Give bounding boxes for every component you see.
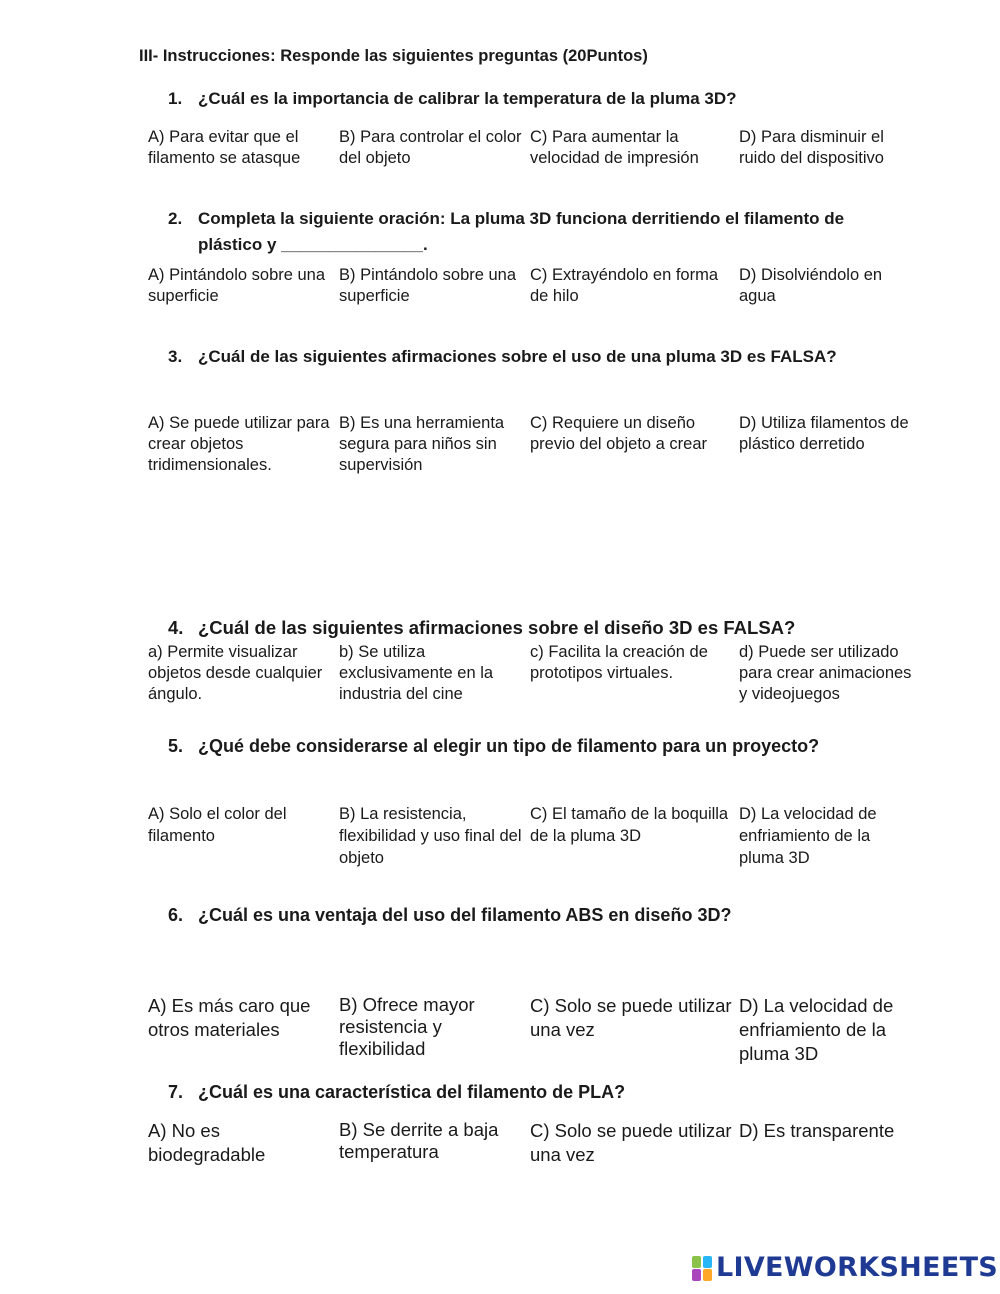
question-number: 1. bbox=[168, 89, 183, 108]
options-1 bbox=[148, 127, 918, 169]
option-a[interactable]: A) No es biodegradable bbox=[148, 1120, 266, 1165]
option-a[interactable]: a) Permite visualizar objetos desde cualquier ángulo. bbox=[148, 643, 323, 703]
options-7 bbox=[148, 1119, 918, 1167]
question-text: ¿Cuál de las siguientes afirmaciones sobre el diseño 3D es FALSA? bbox=[198, 617, 796, 638]
option-a[interactable]: A) Se puede utilizar para crear objetos tridimensionales. bbox=[148, 414, 330, 474]
question-5 bbox=[168, 733, 908, 759]
option-c[interactable]: C) Para aumentar la velocidad de impresión bbox=[530, 128, 699, 167]
option-d[interactable]: D) La velocidad de enfriamiento de la pluma 3D bbox=[739, 995, 894, 1064]
option-b[interactable]: B) Pintándolo sobre una superficie bbox=[339, 266, 517, 305]
question-text: ¿Cuál es una ventaja del uso del filamento ABS en diseño 3D? bbox=[198, 905, 732, 925]
option-b[interactable]: b) Se utiliza exclusivamente en la industria del cine bbox=[339, 643, 494, 703]
option-c[interactable]: C) Solo se puede utilizar una vez bbox=[530, 995, 732, 1040]
options-4 bbox=[148, 642, 918, 705]
question-text: ¿Qué debe considerarse al elegir un tipo de filamento para un proyecto? bbox=[198, 736, 820, 756]
liveworksheets-mark-icon bbox=[692, 1254, 714, 1282]
question-2 bbox=[168, 206, 908, 258]
options-6 bbox=[148, 994, 918, 1066]
option-d[interactable]: D) Para disminuir el ruido del dispositivo bbox=[739, 128, 884, 167]
option-b[interactable]: B) Ofrece mayor resistencia y flexibilidad bbox=[339, 994, 475, 1059]
option-c[interactable]: C) Requiere un diseño previo del objeto a crear bbox=[530, 414, 708, 453]
question-6 bbox=[168, 902, 908, 928]
option-a[interactable]: A) Para evitar que el filamento se atasque bbox=[148, 128, 301, 167]
question-text: Completa la siguiente oración: La pluma 3D funciona derritiendo el filamento de plástico y _______________. bbox=[198, 209, 845, 254]
logo-text: LIVEWORKSHEETS bbox=[716, 1252, 999, 1283]
option-d[interactable]: D) Disolviéndolo en agua bbox=[739, 266, 883, 305]
question-number: 2. bbox=[168, 209, 183, 228]
option-c[interactable]: C) Solo se puede utilizar una vez bbox=[530, 1120, 732, 1165]
options-5 bbox=[148, 803, 918, 869]
page-heading: III- Instrucciones: Responde las siguientes preguntas (20Puntos) bbox=[139, 47, 648, 65]
question-number: 3. bbox=[168, 347, 183, 366]
option-d[interactable]: D) La velocidad de enfriamiento de la pluma 3D bbox=[739, 805, 877, 867]
question-number: 5. bbox=[168, 736, 184, 756]
option-a[interactable]: A) Pintándolo sobre una superficie bbox=[148, 266, 326, 305]
option-a[interactable]: A) Es más caro que otros materiales bbox=[148, 995, 311, 1040]
option-b[interactable]: B) La resistencia, flexibilidad y uso final del objeto bbox=[339, 805, 522, 867]
option-b[interactable]: B) Es una herramienta segura para niños sin supervisión bbox=[339, 414, 505, 474]
option-c[interactable]: c) Facilita la creación de prototipos virtuales. bbox=[530, 643, 708, 682]
question-text: ¿Cuál es una característica del filamento de PLA? bbox=[198, 1082, 626, 1102]
question-1 bbox=[168, 86, 908, 112]
option-d[interactable]: D) Utiliza filamentos de plástico derretido bbox=[739, 414, 909, 453]
question-text: ¿Cuál es la importancia de calibrar la temperatura de la pluma 3D? bbox=[198, 89, 737, 108]
option-b[interactable]: B) Para controlar el color del objeto bbox=[339, 128, 522, 167]
question-7 bbox=[168, 1079, 908, 1105]
question-number: 4. bbox=[168, 617, 184, 638]
option-d[interactable]: d) Puede ser utilizado para crear animaciones y videojuegos bbox=[739, 643, 912, 703]
option-b[interactable]: B) Se derrite a baja temperatura bbox=[339, 1119, 499, 1162]
option-d[interactable]: D) Es transparente bbox=[739, 1120, 895, 1141]
options-2 bbox=[148, 265, 918, 307]
option-a[interactable]: A) Solo el color del filamento bbox=[148, 805, 287, 845]
question-4 bbox=[168, 615, 908, 641]
question-number: 6. bbox=[168, 905, 184, 925]
question-number: 7. bbox=[168, 1082, 184, 1102]
question-3 bbox=[168, 344, 908, 370]
liveworksheets-logo bbox=[692, 1252, 998, 1283]
question-text: ¿Cuál de las siguientes afirmaciones sobre el uso de una pluma 3D es FALSA? bbox=[198, 347, 837, 366]
options-3 bbox=[148, 413, 918, 476]
option-c[interactable]: C) Extrayéndolo en forma de hilo bbox=[530, 266, 719, 305]
option-c[interactable]: C) El tamaño de la boquilla de la pluma 3D bbox=[530, 805, 729, 845]
